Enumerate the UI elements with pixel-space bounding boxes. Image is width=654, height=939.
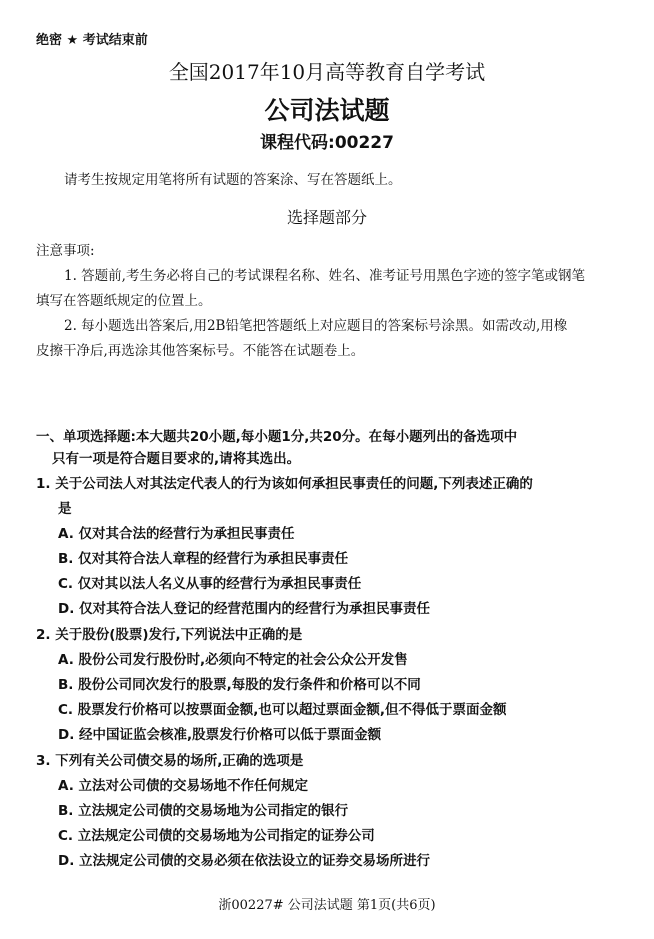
question-1-option-d: D. 仅对其符合法人登记的经营范围内的经营行为承担民事责任 (58, 601, 431, 617)
question-3-stem: 3. 下列有关公司债交易的场所,正确的选项是 (36, 753, 304, 769)
question-3-option-b: B. 立法规定公司债的交易场地为公司指定的银行 (58, 803, 349, 819)
question-1-stem-line-2: 是 (58, 501, 72, 517)
note-item-1-line-1: 1. 答题前,考生务必将自己的考试课程名称、姓名、准考证号用黑色字迹的签字笔或钢笔 (64, 268, 585, 284)
part1-heading-line-2: 只有一项是符合题目要求的,请将其选出。 (52, 451, 301, 467)
question-3-option-d: D. 立法规定公司债的交易必须在依法设立的证券交易场所进行 (58, 853, 431, 869)
question-1-stem-line-1: 1. 关于公司法人对其法定代表人的行为该如何承担民事责任的问题,下列表述正确的 (36, 476, 533, 492)
question-3-option-a: A. 立法对公司债的交易场地不作任何规定 (58, 778, 309, 794)
question-1-option-c: C. 仅对其以法人名义从事的经营行为承担民事责任 (58, 576, 362, 592)
section-title: 选择题部分 (286, 208, 367, 227)
page-footer: 浙00227# 公司法试题 第1页(共6页) (218, 898, 436, 913)
question-2-option-b: B. 股份公司同次发行的股票,每股的发行条件和价格可以不同 (58, 677, 421, 693)
note-item-2-line-2: 皮擦干净后,再选涂其他答案标号。不能答在试题卷上。 (36, 343, 365, 359)
course-code: 课程代码:00227 (260, 133, 394, 153)
question-3-option-c: C. 立法规定公司债的交易场地为公司指定的证券公司 (58, 828, 375, 844)
question-2-option-d: D. 经中国证监会核准,股票发行价格可以低于票面金额 (58, 727, 382, 743)
question-2-option-c: C. 股票发行价格可以按票面金额,也可以超过票面金额,但不得低于票面金额 (58, 702, 507, 718)
question-1-option-a: A. 仅对其合法的经营行为承担民事责任 (58, 526, 295, 542)
note-item-2-line-1: 2. 每小题选出答案后,用2B铅笔把答题纸上对应题目的答案标号涂黑。如需改动,用橡 (64, 318, 568, 334)
question-2-stem: 2. 关于股份(股票)发行,下列说法中正确的是 (36, 627, 303, 643)
exam-title: 全国2017年10月高等教育自学考试 (168, 60, 486, 84)
confidential-mark: 绝密 ★ 考试结束前 (36, 33, 148, 48)
note-item-1-line-2: 填写在答题纸规定的位置上。 (36, 293, 212, 309)
question-1-option-b: B. 仅对其符合法人章程的经营行为承担民事责任 (58, 551, 349, 567)
notes-heading: 注意事项: (36, 243, 95, 259)
question-2-option-a: A. 股份公司发行股份时,必须向不特定的社会公众公开发售 (58, 652, 408, 668)
part1-heading-line-1: 一、单项选择题:本大题共20小题,每小题1分,共20分。在每小题列出的备选项中 (36, 429, 518, 445)
intro-instruction: 请考生按规定用笔将所有试题的答案涂、写在答题纸上。 (64, 172, 402, 188)
subject-title: 公司法试题 (264, 96, 390, 125)
